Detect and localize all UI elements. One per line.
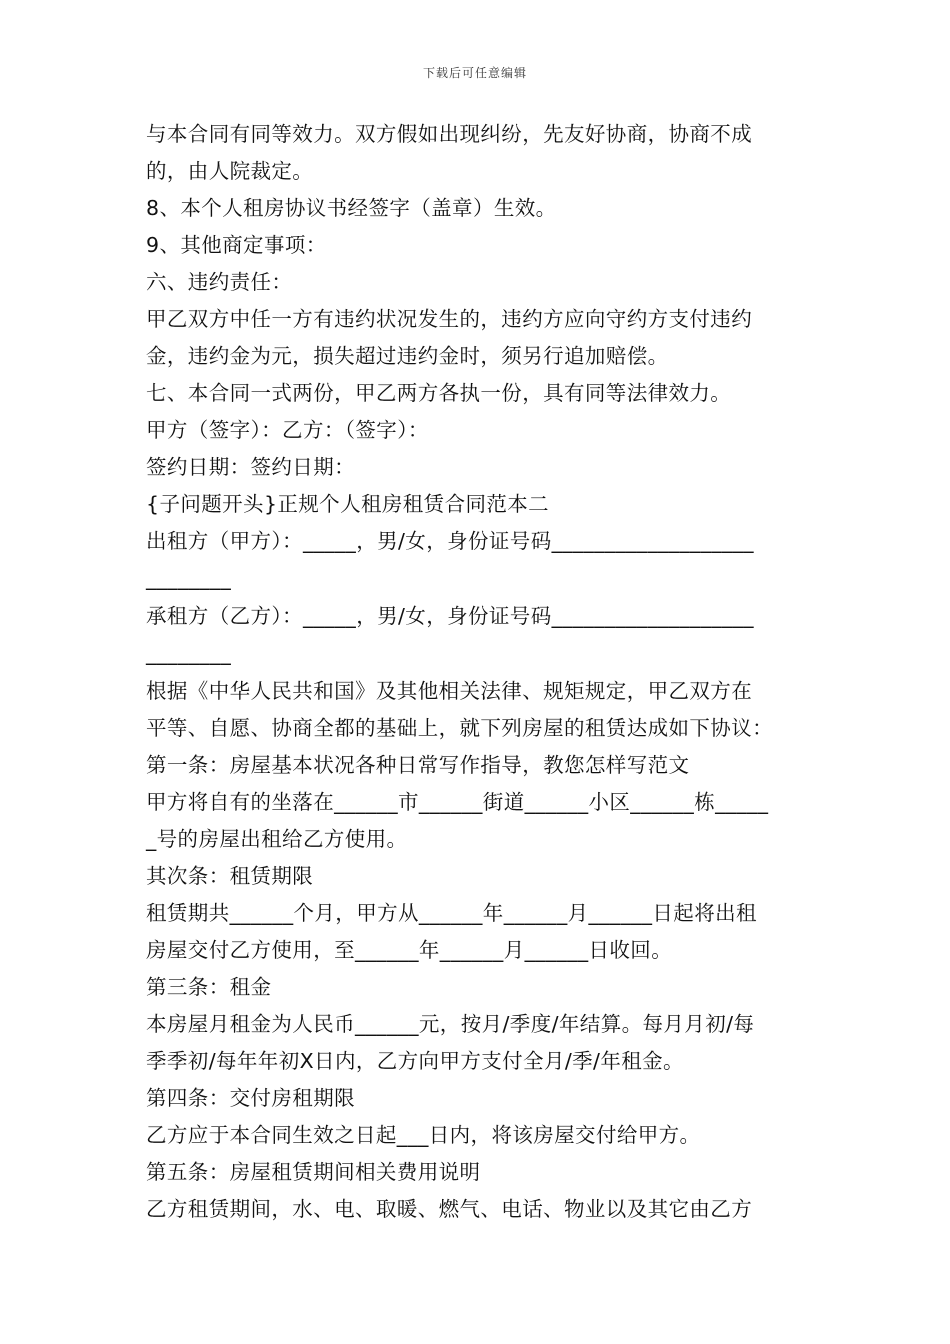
paragraph-line: 平等、自愿、协商全都的基础上，就下列房屋的租赁达成如下协议： — [146, 716, 773, 740]
signature-line: 甲方（签字）：乙方：（签字）： — [146, 418, 429, 442]
paragraph-line: 乙方租赁期间，水、电、取暖、燃气、电话、物业以及其它由乙方 — [146, 1197, 753, 1221]
blank-continuation: ________ — [146, 566, 232, 590]
blank-continuation: ________ — [146, 641, 232, 665]
paragraph-line: 本房屋月租金为人民币______元，按月/季度/年结算。每月月初/每 — [146, 1012, 755, 1036]
lessee-line: 承租方（乙方）：_____，男/女，身份证号码___________________ — [146, 604, 754, 628]
paragraph-line: 租赁期共______个月，甲方从______年______月______日起将出租 — [146, 901, 757, 925]
article-heading: 其次条：租赁期限 — [146, 864, 314, 888]
paragraph-line: 季季初/每年年初X日内，乙方向甲方支付全月/季/年租金。 — [146, 1049, 684, 1073]
paragraph-line: 根据《中华人民共和国》及其他相关法律、规矩规定，甲乙双方在 — [146, 679, 753, 703]
paragraph-line: 9、其他商定事项： — [146, 233, 327, 257]
date-line: 签约日期：签约日期： — [146, 455, 355, 479]
lessor-line: 出租方（甲方）：_____，男/女，身份证号码___________________ — [146, 529, 754, 553]
paragraph-line: 甲乙双方中任一方有违约状况发生的，违约方应向守约方支付违约 — [146, 307, 753, 331]
paragraph-line: 房屋交付乙方使用，至______年______月______日收回。 — [146, 938, 673, 962]
paragraph-line: 甲方将自有的坐落在______市______街道______小区______栋_____ — [146, 790, 769, 814]
paragraph-line: 七、本合同一式两份，甲乙两方各执一份，具有同等法律效力。 — [146, 381, 732, 405]
page-header: 下载后可任意编辑 — [422, 66, 527, 80]
paragraph-line: 金，违约金为元，损失超过违约金时，须另行追加赔偿。 — [146, 344, 669, 368]
paragraph-line: 与本合同有同等效力。双方假如出现纠纷，先友好协商，协商不成 — [146, 122, 753, 146]
document-body — [146, 116, 816, 1228]
document-title: {子问题开头}正规个人租房租赁合同范本二 — [146, 492, 550, 516]
paragraph-line: 8、本个人租房协议书经签字（盖章）生效。 — [146, 196, 557, 220]
article-heading: 第五条：房屋租赁期间相关费用说明 — [146, 1160, 481, 1184]
paragraph-line: _号的房屋出租给乙方使用。 — [146, 827, 408, 851]
section-heading: 六、违约责任： — [146, 270, 293, 294]
paragraph-line: 乙方应于本合同生效之日起___日内，将该房屋交付给甲方。 — [146, 1123, 701, 1147]
article-heading: 第四条：交付房租期限 — [146, 1086, 355, 1110]
paragraph-line: 的，由人院裁定。 — [146, 159, 314, 183]
article-heading: 第三条：租金 — [146, 975, 272, 999]
article-heading: 第一条：房屋基本状况各种日常写作指导，教您怎样写范文 — [146, 753, 690, 777]
